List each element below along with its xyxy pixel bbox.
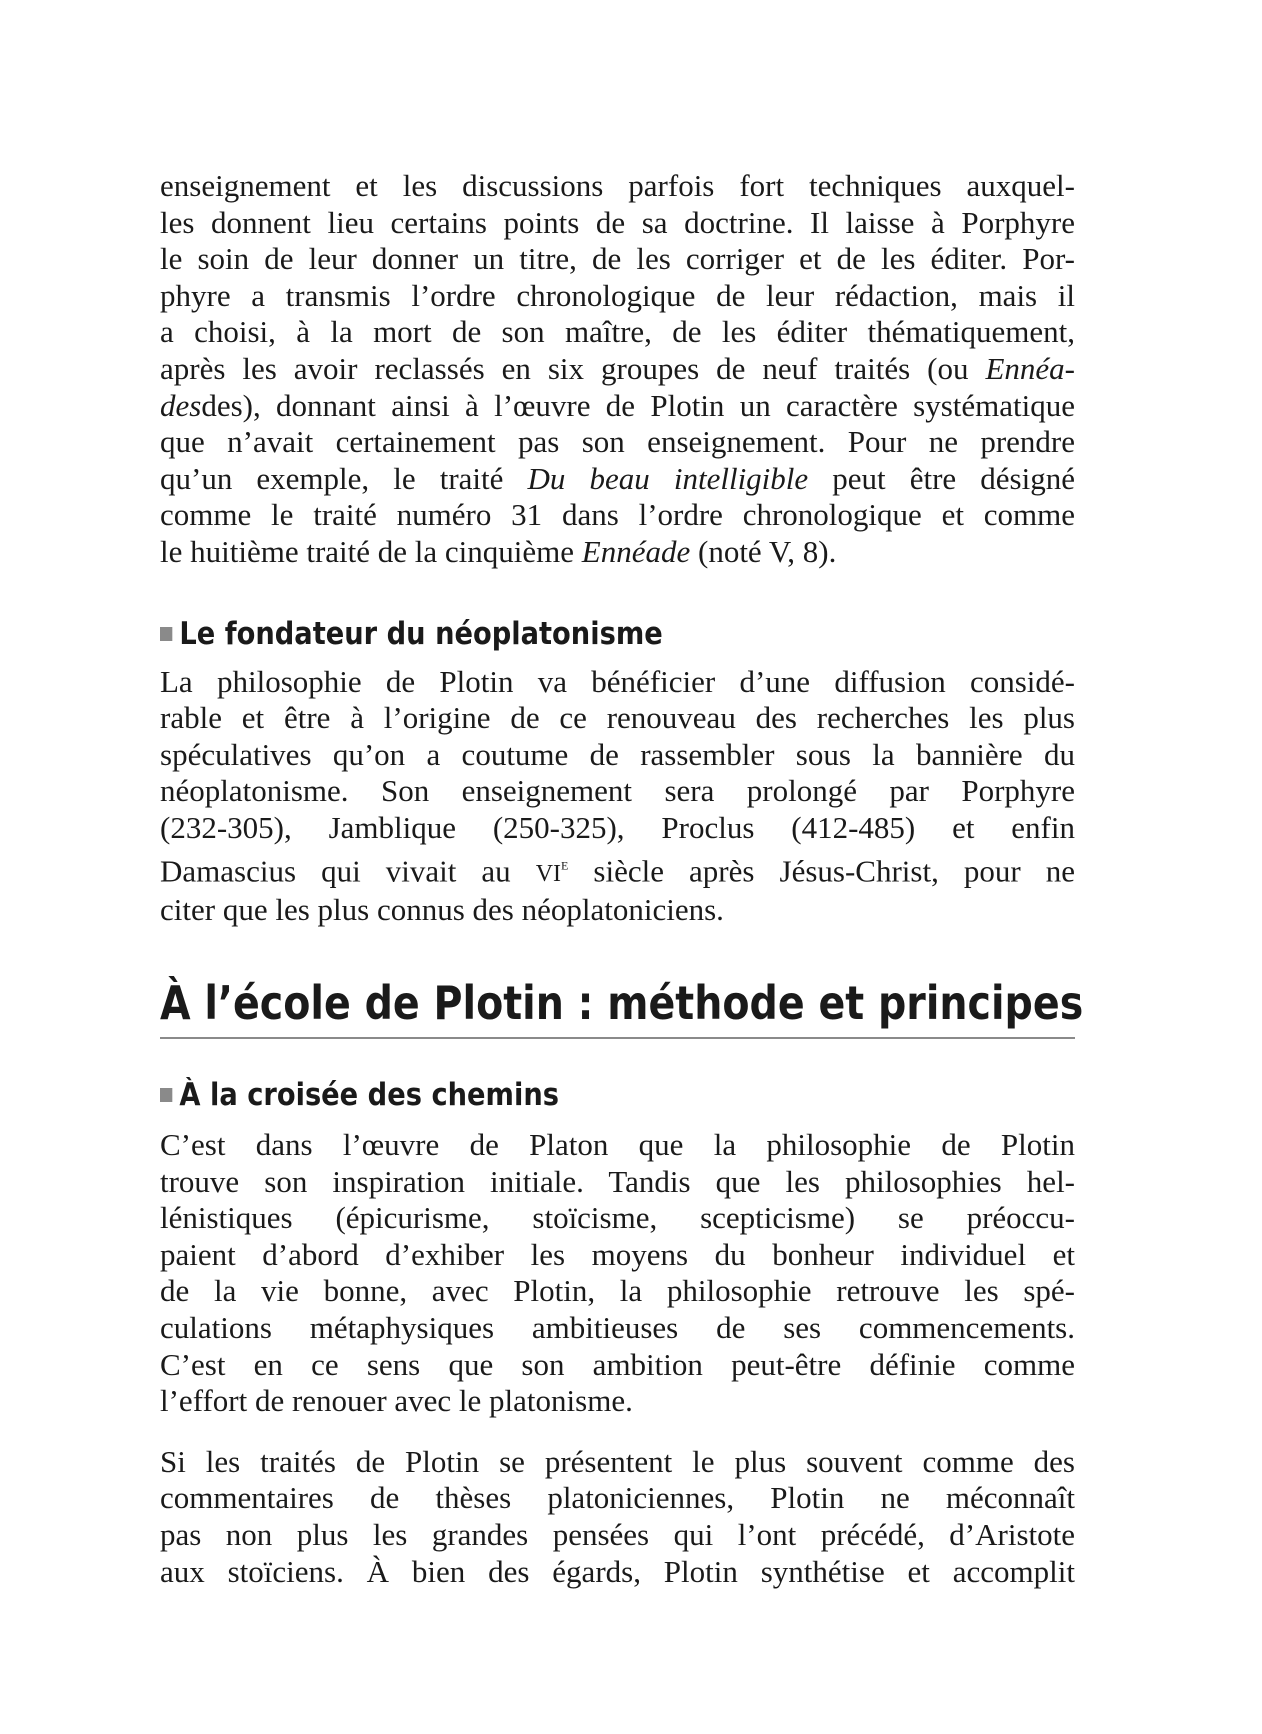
chapter-title: À l’école de Plotin : méthode et principes xyxy=(160,976,1084,1031)
text-line: après les avoir reclassés en six groupes de neuf traités (ou Ennéa- xyxy=(160,350,1075,386)
text-line: qu’un exemple, le traité Du beau intelligible peut être désigné xyxy=(160,460,1075,496)
text-line: rable et être à l’origine de ce renouveau des recherches les plus xyxy=(160,700,1075,736)
text-line: a choisi, à la mort de son maître, de les éditer thématiquement, xyxy=(160,314,1075,350)
page-content xyxy=(160,168,1084,1590)
text-line: l’effort de renouer avec le platonisme. xyxy=(160,1383,633,1419)
text-line: Si les traités de Plotin se présentent le plus souvent comme des xyxy=(160,1443,1075,1479)
section-heading: Le fondateur du néoplatonisme xyxy=(160,616,965,652)
text-line: pas non plus les grandes pensées qui l’ont précédé, d’Aristote xyxy=(160,1516,1075,1552)
text-line: lénistiques (épicurisme, stoïcisme, scepticisme) se préoccu- xyxy=(160,1200,1075,1236)
chapter-rule xyxy=(160,1037,1075,1039)
text-line: desdes), donnant ainsi à l’œuvre de Plotin un caractère systématique xyxy=(160,387,1075,423)
text-line: néoplatonisme. Son enseignement sera prolongé par Porphyre xyxy=(160,773,1075,809)
century-numeral: VIe xyxy=(535,854,569,887)
text-line: que n’avait certainement pas son enseignement. Pour ne prendre xyxy=(160,424,1075,460)
text-line: commentaires de thèses platoniciennes, Plotin ne méconnaît xyxy=(160,1480,1075,1516)
square-bullet-icon xyxy=(160,1088,172,1102)
section2-paragraph-2 xyxy=(160,1444,1075,1590)
square-bullet-icon xyxy=(160,627,172,641)
text-line: le huitième traité de la cinquième Ennéade (noté V, 8). xyxy=(160,533,837,569)
text-line: Damascius qui vivait au VIe siècle après Jésus-Christ, pour ne xyxy=(160,852,1075,888)
text-line: les donnent lieu certains points de sa doctrine. Il laisse à Porphyre xyxy=(160,204,1075,240)
text-line: comme le traité numéro 31 dans l’ordre chronologique et comme xyxy=(160,497,1075,533)
text-line: enseignement et les discussions parfois fort techniques auxquel- xyxy=(160,168,1075,203)
text-line: C’est en ce sens que son ambition peut-être définie comme xyxy=(160,1346,1075,1382)
text-line: de la vie bonne, avec Plotin, la philosophie retrouve les spé- xyxy=(160,1273,1075,1309)
text-line: le soin de leur donner un titre, de les corriger et de les éditer. Por- xyxy=(160,241,1075,277)
italic-title: Ennéade xyxy=(581,533,691,569)
text-line: C’est dans l’œuvre de Platon que la philosophie de Plotin xyxy=(160,1127,1075,1163)
text-line: trouve son inspiration initiale. Tandis que les philosophies hel- xyxy=(160,1163,1075,1199)
section1-paragraph xyxy=(160,664,1075,929)
text-line: paient d’abord d’exhiber les moyens du bonheur individuel et xyxy=(160,1236,1075,1272)
section2-paragraph-1 xyxy=(160,1127,1075,1420)
italic-title: des xyxy=(160,387,202,423)
italic-title: Ennéa- xyxy=(985,350,1075,386)
text-line: culations métaphysiques ambitieuses de ses commencements. xyxy=(160,1309,1075,1345)
text-line: aux stoïciens. À bien des égards, Plotin synthétise et accomplit xyxy=(160,1553,1075,1589)
section-heading: À la croisée des chemins xyxy=(160,1077,965,1113)
text-line: spéculatives qu’on a coutume de rassembler sous la bannière du xyxy=(160,736,1075,772)
text-line: citer que les plus connus des néoplatoniciens. xyxy=(160,892,724,928)
text-line: (232-305), Jamblique (250-325), Proclus (412-485) et enfin xyxy=(160,809,1075,845)
text-line: La philosophie de Plotin va bénéficier d’une diffusion considé- xyxy=(160,663,1075,699)
italic-title: Du beau intelligible xyxy=(527,460,809,496)
intro-paragraph xyxy=(160,168,1075,571)
text-line: phyre a transmis l’ordre chronologique de leur rédaction, mais il xyxy=(160,277,1075,313)
